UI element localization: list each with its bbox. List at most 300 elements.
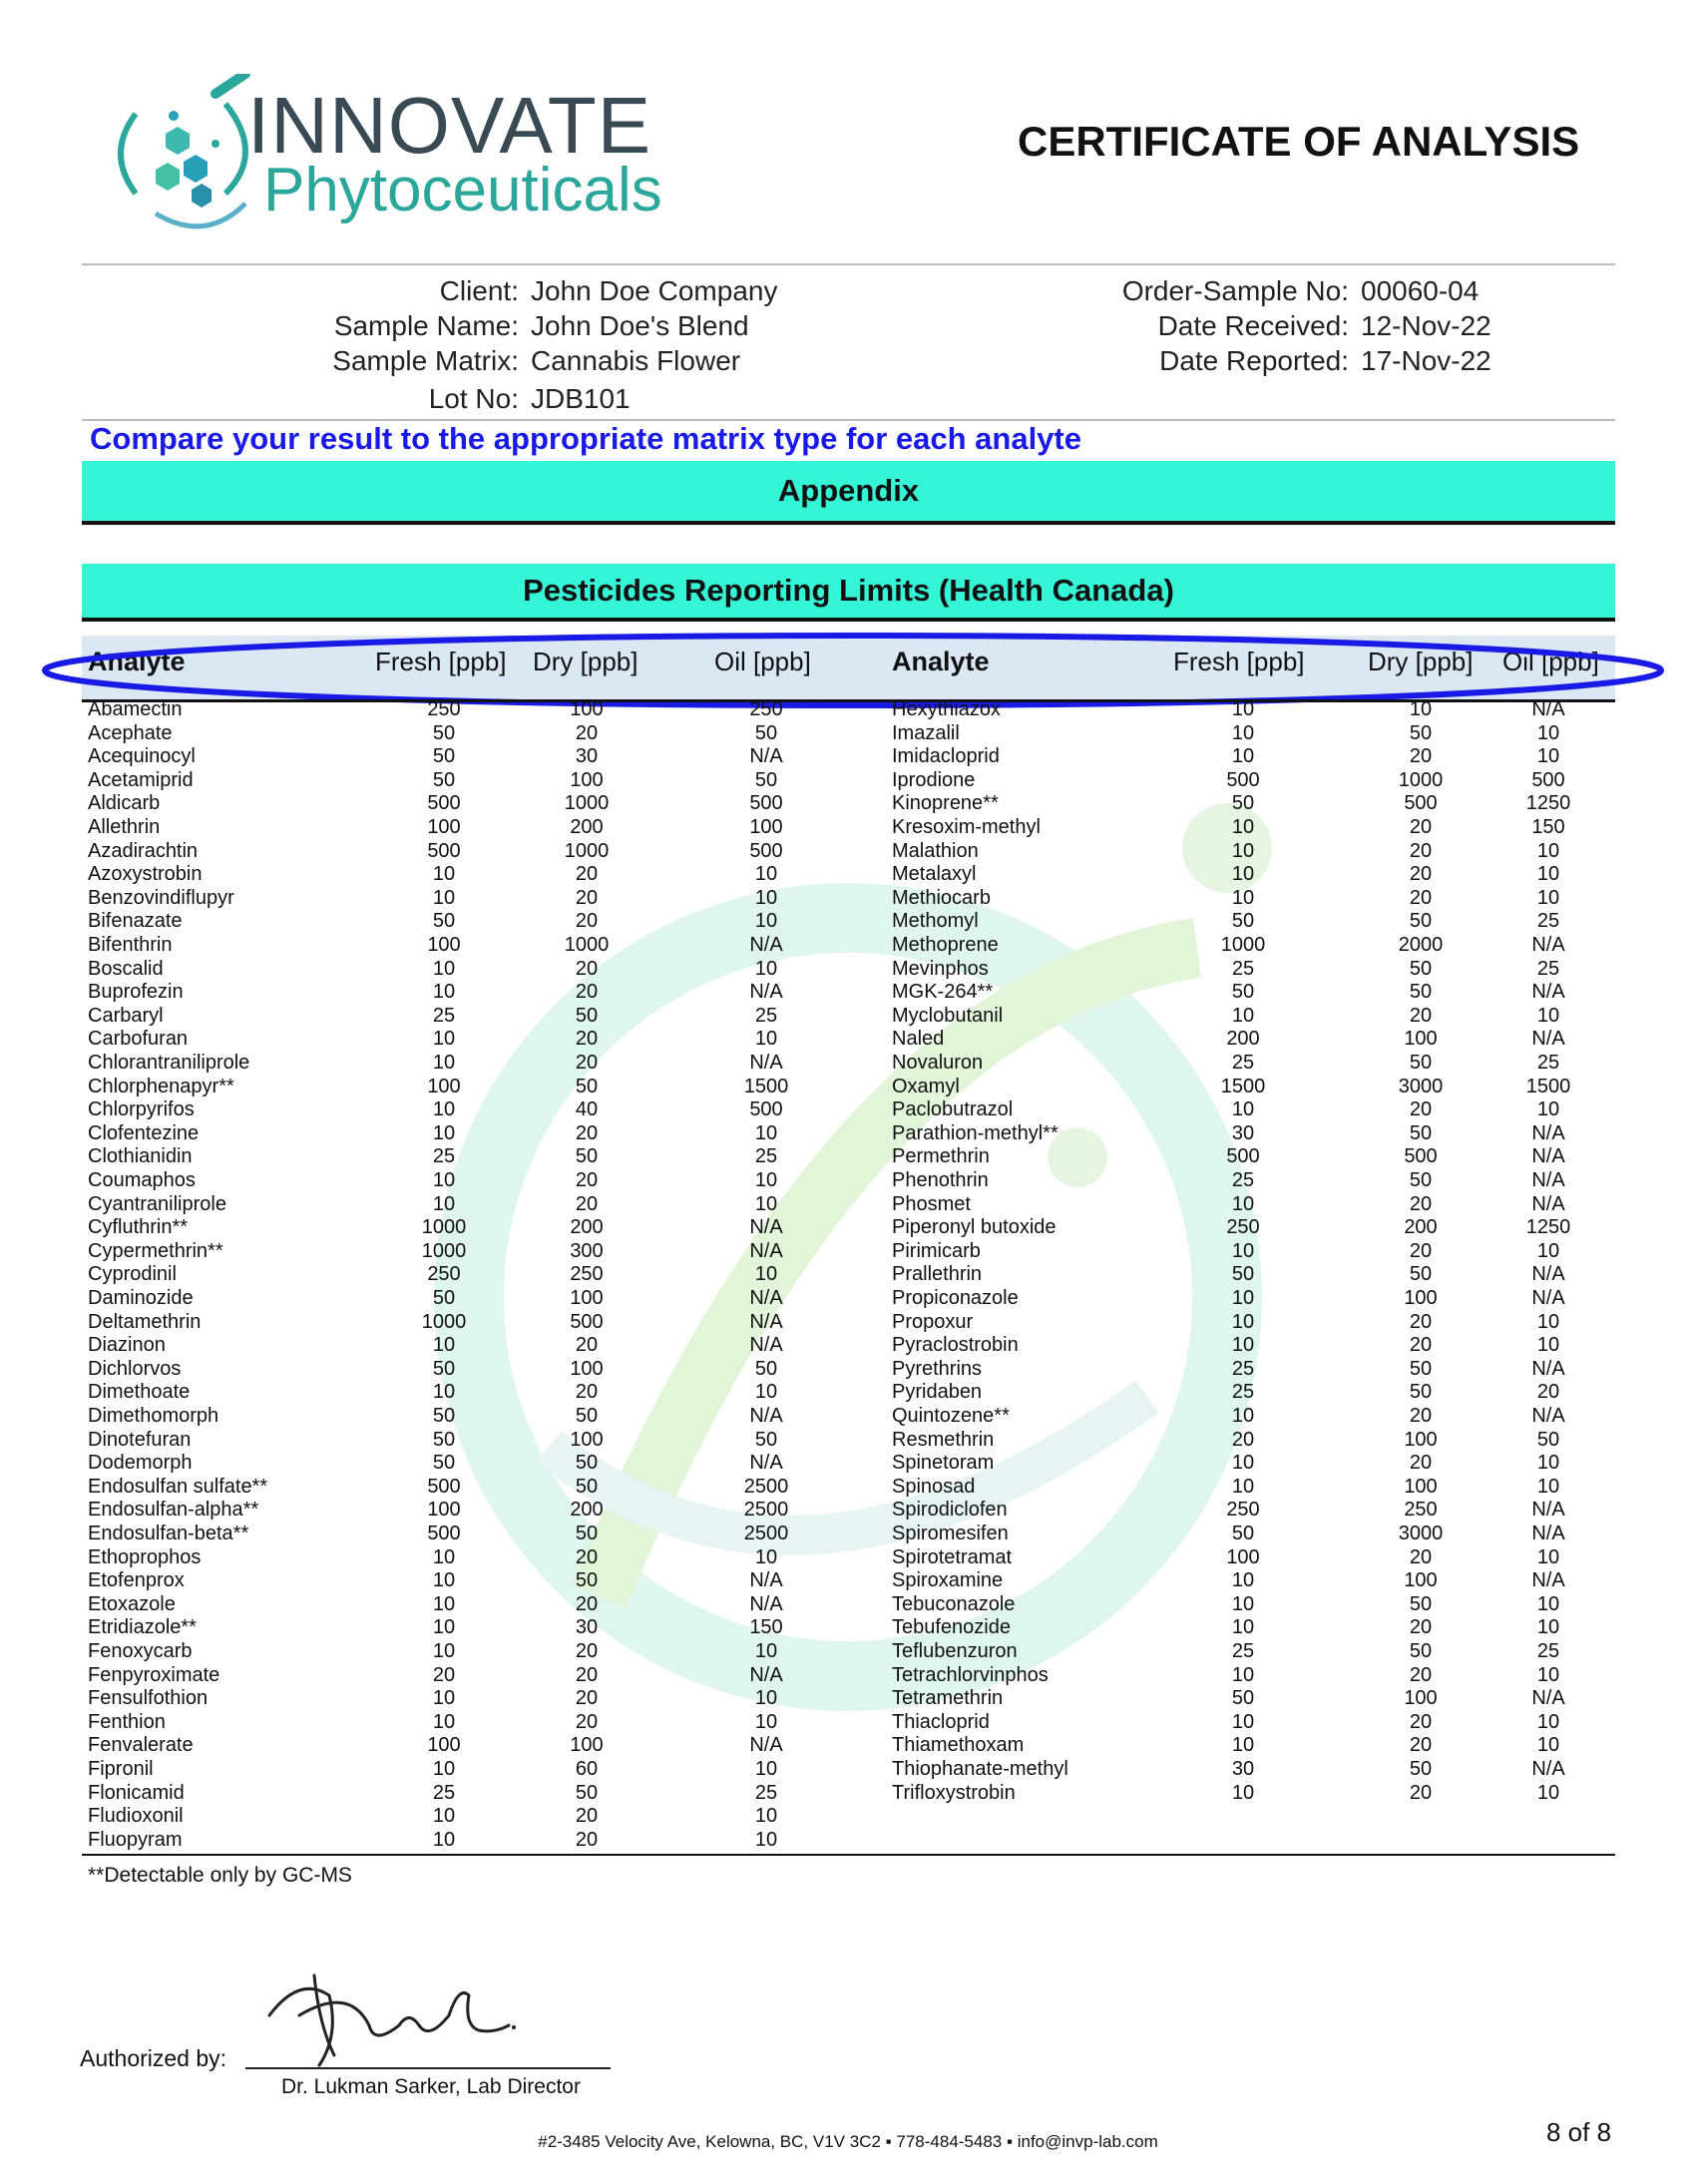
- limit-oil: 25: [1536, 1052, 1560, 1074]
- header-dry-left: Dry [ppb]: [533, 647, 638, 676]
- limit-fresh: 10: [1231, 1239, 1255, 1262]
- analyte-name: Novaluron: [892, 1052, 984, 1074]
- limit-dry: 20: [1409, 1334, 1433, 1357]
- limit-dry: 20: [1409, 1545, 1433, 1568]
- analyte-name: Tetramethrin: [892, 1687, 1004, 1710]
- analyte-name: Etofenprox: [88, 1569, 185, 1592]
- table-row: [0, 1593, 1696, 1617]
- table-row: [0, 745, 1696, 769]
- lot-no-label: Lot No:: [428, 383, 519, 414]
- limit-oil: 10: [1536, 839, 1560, 862]
- limit-dry: 100: [1404, 1475, 1438, 1498]
- limit-dry: 50: [1409, 1121, 1433, 1144]
- table-row: [0, 1169, 1696, 1193]
- limit-oil: 50: [754, 768, 778, 791]
- limit-fresh: 50: [1231, 981, 1255, 1004]
- limit-oil: 1500: [1525, 1075, 1571, 1097]
- analyte-name: Dimethoate: [88, 1381, 191, 1404]
- limit-fresh: 25: [432, 1004, 456, 1027]
- limit-oil: 150: [1531, 816, 1565, 838]
- analyte-name: Quintozene**: [892, 1405, 1010, 1427]
- analyte-name: Methomyl: [892, 910, 979, 933]
- table-row: [0, 1452, 1696, 1476]
- table-row: [0, 887, 1696, 911]
- limit-dry: 200: [570, 1499, 604, 1522]
- limit-oil: 10: [754, 910, 778, 933]
- limit-dry: 20: [575, 1710, 599, 1733]
- limit-dry: 30: [575, 745, 599, 768]
- divider: [82, 263, 1615, 265]
- limit-dry: 20: [1409, 1663, 1433, 1686]
- limit-oil: 10: [1536, 1710, 1560, 1733]
- limit-dry: 2000: [1398, 934, 1444, 956]
- limit-fresh: 10: [432, 1381, 456, 1404]
- limit-dry: 20: [575, 1169, 599, 1191]
- table-row: [0, 1145, 1696, 1169]
- analyte-name: Imidacloprid: [892, 745, 1000, 768]
- limit-fresh: 50: [432, 768, 456, 791]
- limit-dry: 250: [570, 1263, 604, 1286]
- limit-fresh: 10: [1231, 1452, 1255, 1475]
- limit-dry: 20: [575, 721, 599, 744]
- analyte-name: Flonicamid: [88, 1781, 185, 1804]
- limit-dry: 100: [570, 698, 604, 720]
- analyte-name: Phosmet: [892, 1192, 971, 1215]
- limit-dry: 60: [575, 1758, 599, 1780]
- analyte-name: Myclobutanil: [892, 1004, 1004, 1027]
- analyte-name: Resmethrin: [892, 1428, 995, 1451]
- analyte-name: Pirimicarb: [892, 1239, 981, 1262]
- divider: [82, 1854, 1615, 1856]
- limit-dry: 20: [1409, 816, 1433, 838]
- table-row: [0, 910, 1696, 934]
- limit-dry: 20: [575, 863, 599, 886]
- analyte-name: Fludioxonil: [88, 1805, 184, 1828]
- limit-dry: 500: [570, 1310, 604, 1333]
- limit-fresh: 50: [1231, 1263, 1255, 1286]
- limit-dry: 50: [1409, 1052, 1433, 1074]
- limit-oil: N/A: [749, 1663, 783, 1686]
- analyte-name: Chlorantraniliprole: [88, 1052, 250, 1074]
- limit-oil: 10: [754, 1028, 778, 1051]
- limit-fresh: 10: [432, 1687, 456, 1710]
- limit-fresh: 250: [1226, 1499, 1260, 1522]
- limit-fresh: 250: [1226, 1216, 1260, 1239]
- limit-fresh: 500: [1226, 1145, 1260, 1168]
- table-row: [0, 1664, 1696, 1688]
- analyte-name: Thiacloprid: [892, 1710, 990, 1733]
- header-oil-right: Oil [ppb]: [1502, 647, 1599, 676]
- analyte-name: Coumaphos: [88, 1169, 196, 1191]
- analyte-name: Clothianidin: [88, 1145, 193, 1168]
- analyte-name: Dimethomorph: [88, 1405, 219, 1427]
- table-row: [0, 816, 1696, 840]
- limit-dry: 40: [575, 1098, 599, 1121]
- table-row: [0, 840, 1696, 864]
- limit-oil: N/A: [1531, 1405, 1565, 1427]
- limit-fresh: 10: [432, 1028, 456, 1051]
- limit-oil: 50: [754, 721, 778, 744]
- limit-dry: 50: [1409, 957, 1433, 980]
- limit-dry: 200: [570, 1216, 604, 1239]
- table-row: [0, 1782, 1696, 1806]
- analyte-name: Spirotetramat: [892, 1545, 1013, 1568]
- analyte-name: Metalaxyl: [892, 863, 977, 886]
- document-title: CERTIFICATE OF ANALYSIS: [1018, 118, 1580, 165]
- limit-dry: 50: [1409, 1263, 1433, 1286]
- limit-oil: N/A: [749, 1734, 783, 1757]
- limit-fresh: 10: [1231, 698, 1255, 720]
- limit-dry: 3000: [1398, 1523, 1444, 1544]
- limit-fresh: 25: [1231, 1052, 1255, 1074]
- limit-fresh: 25: [1231, 957, 1255, 980]
- limit-fresh: 10: [432, 1545, 456, 1568]
- limit-dry: 500: [1404, 1145, 1438, 1168]
- limit-dry: 50: [575, 1569, 599, 1592]
- sample-name-value: John Doe's Blend: [531, 310, 749, 341]
- analyte-name: Acephate: [88, 721, 173, 744]
- limit-oil: 500: [749, 1098, 783, 1121]
- limit-oil: 10: [754, 1828, 778, 1851]
- limit-dry: 50: [1409, 721, 1433, 744]
- client-label: Client:: [439, 275, 519, 306]
- limit-oil: N/A: [749, 745, 783, 768]
- limit-oil: 10: [754, 1805, 778, 1828]
- limit-fresh: 50: [432, 1405, 456, 1427]
- limit-fresh: 10: [1231, 1734, 1255, 1757]
- analyte-name: Spirodiclofen: [892, 1499, 1008, 1522]
- limit-fresh: 10: [1231, 1004, 1255, 1027]
- limit-oil: 10: [754, 1710, 778, 1733]
- limit-dry: 20: [1409, 1616, 1433, 1639]
- limit-fresh: 50: [1231, 792, 1255, 815]
- limit-dry: 50: [575, 1145, 599, 1168]
- limit-fresh: 100: [427, 1734, 461, 1757]
- limit-dry: 1000: [564, 792, 610, 815]
- limit-oil: N/A: [749, 1052, 783, 1074]
- analyte-name: Teflubenzuron: [892, 1640, 1018, 1662]
- limit-oil: N/A: [1531, 1121, 1565, 1144]
- analyte-name: Naled: [892, 1028, 945, 1051]
- limit-oil: 25: [1536, 1640, 1560, 1662]
- limit-oil: 10: [1536, 863, 1560, 886]
- limit-dry: 10: [1409, 698, 1433, 720]
- limit-dry: 50: [1409, 1758, 1433, 1780]
- limit-dry: 20: [575, 1334, 599, 1357]
- limit-oil: 1250: [1525, 1216, 1571, 1239]
- limit-oil: 10: [1536, 1781, 1560, 1804]
- limit-oil: 500: [749, 839, 783, 862]
- limit-dry: 20: [1409, 1192, 1433, 1215]
- limit-oil: 10: [754, 1640, 778, 1662]
- limit-oil: 500: [1531, 768, 1565, 791]
- analyte-name: Tebufenozide: [892, 1616, 1011, 1639]
- table-row: [0, 1546, 1696, 1570]
- limit-fresh: 10: [432, 1710, 456, 1733]
- analyte-name: Buprofezin: [88, 981, 184, 1004]
- table-row: [0, 1499, 1696, 1523]
- table-row: [0, 1358, 1696, 1382]
- analyte-name: Oxamyl: [892, 1075, 960, 1097]
- table-row: [0, 1616, 1696, 1640]
- table-row: [0, 1028, 1696, 1052]
- lab-director: Dr. Lukman Sarker, Lab Director: [281, 2075, 581, 2098]
- limit-oil: 10: [1536, 745, 1560, 768]
- limit-dry: 20: [575, 981, 599, 1004]
- limit-oil: N/A: [749, 1239, 783, 1262]
- limit-oil: N/A: [1531, 698, 1565, 720]
- analyte-name: Dinotefuran: [88, 1428, 192, 1451]
- limit-fresh: 100: [427, 816, 461, 838]
- limit-dry: 50: [575, 1405, 599, 1427]
- limit-fresh: 250: [427, 1263, 461, 1286]
- limit-fresh: 25: [1231, 1640, 1255, 1662]
- limit-oil: 150: [749, 1616, 783, 1639]
- limit-dry: 20: [1409, 1239, 1433, 1262]
- table-row: [0, 1052, 1696, 1076]
- analyte-name: Spiroxamine: [892, 1569, 1004, 1592]
- analyte-name: Endosulfan-alpha**: [88, 1499, 259, 1522]
- analyte-name: Spinetoram: [892, 1452, 995, 1475]
- authorized-label: Authorized by:: [80, 2045, 227, 2071]
- limit-fresh: 50: [1231, 1523, 1255, 1544]
- table-row: [0, 1429, 1696, 1453]
- analyte-name: Fluopyram: [88, 1828, 183, 1851]
- limit-oil: N/A: [1531, 1263, 1565, 1286]
- limit-fresh: 10: [1231, 1098, 1255, 1121]
- analyte-name: Endosulfan-beta**: [88, 1523, 249, 1544]
- limit-oil: N/A: [1531, 1357, 1565, 1380]
- limit-oil: N/A: [1531, 1287, 1565, 1309]
- analyte-name: Hexythiazox: [892, 698, 1001, 720]
- limit-dry: 20: [575, 1052, 599, 1074]
- date-reported-label: Date Reported:: [1159, 345, 1349, 376]
- limit-fresh: 1500: [1220, 1075, 1266, 1097]
- date-reported-value: 17-Nov-22: [1361, 345, 1491, 376]
- table-row: [0, 1758, 1696, 1782]
- limit-fresh: 1000: [1220, 934, 1266, 956]
- analyte-name: Abamectin: [88, 698, 183, 720]
- divider: [82, 521, 1615, 525]
- limit-fresh: 50: [432, 1452, 456, 1475]
- table-row: [0, 1334, 1696, 1358]
- limit-oil: 50: [754, 1357, 778, 1380]
- limit-dry: 20: [1409, 1710, 1433, 1733]
- analyte-name: Spinosad: [892, 1475, 976, 1498]
- analyte-name: Diazinon: [88, 1334, 166, 1357]
- limit-oil: 250: [749, 698, 783, 720]
- limit-fresh: 200: [1226, 1028, 1260, 1051]
- limit-fresh: 10: [1231, 1663, 1255, 1686]
- limit-oil: N/A: [749, 1334, 783, 1357]
- limit-fresh: 500: [427, 792, 461, 815]
- limit-dry: 20: [575, 1828, 599, 1851]
- analyte-name: Benzovindiflupyr: [88, 886, 234, 909]
- limit-oil: N/A: [1531, 981, 1565, 1004]
- analyte-name: Bifenthrin: [88, 934, 173, 956]
- limit-dry: 100: [570, 1428, 604, 1451]
- table-row: [0, 1640, 1696, 1664]
- analyte-name: Propiconazole: [892, 1287, 1019, 1309]
- analyte-name: Bifenazate: [88, 910, 183, 933]
- table-row: [0, 722, 1696, 746]
- limit-oil: N/A: [749, 1287, 783, 1309]
- limit-fresh: 1000: [421, 1216, 467, 1239]
- header-oil-left: Oil [ppb]: [714, 647, 811, 676]
- limit-fresh: 50: [432, 721, 456, 744]
- limit-oil: 10: [1536, 1616, 1560, 1639]
- limit-dry: 50: [1409, 1381, 1433, 1404]
- analyte-name: Aldicarb: [88, 792, 161, 815]
- limit-dry: 50: [575, 1075, 599, 1097]
- limit-dry: 50: [1409, 1592, 1433, 1615]
- table-row: [0, 1381, 1696, 1405]
- limit-fresh: 30: [1231, 1758, 1255, 1780]
- analyte-name: Thiamethoxam: [892, 1734, 1025, 1757]
- limit-oil: 10: [1536, 1334, 1560, 1357]
- limit-oil: N/A: [1531, 1569, 1565, 1592]
- limit-fresh: 20: [1231, 1428, 1255, 1451]
- limit-fresh: 10: [432, 1758, 456, 1780]
- analyte-name: Imazalil: [892, 721, 960, 744]
- analyte-name: Spiromesifen: [892, 1523, 1009, 1544]
- table-row: [0, 1829, 1696, 1853]
- limit-dry: 50: [1409, 910, 1433, 933]
- analyte-name: Acequinocyl: [88, 745, 196, 768]
- analyte-name: Malathion: [892, 839, 979, 862]
- analyte-name: Tebuconazole: [892, 1592, 1016, 1615]
- analyte-name: Methiocarb: [892, 886, 991, 909]
- limit-oil: 10: [754, 1169, 778, 1191]
- header-fresh-left: Fresh [ppb]: [375, 647, 507, 676]
- analyte-name: Pyrethrins: [892, 1357, 983, 1380]
- analyte-name: Fenthion: [88, 1710, 166, 1733]
- limit-oil: 2500: [743, 1499, 789, 1522]
- limit-fresh: 10: [432, 1098, 456, 1121]
- header-analyte-left: Analyte: [88, 647, 186, 676]
- sample-name-label: Sample Name:: [333, 310, 519, 341]
- limit-fresh: 10: [1231, 839, 1255, 862]
- table-row: [0, 1476, 1696, 1500]
- table-row: [0, 1287, 1696, 1311]
- limit-fresh: 50: [432, 1287, 456, 1309]
- limit-oil: N/A: [1531, 1145, 1565, 1168]
- limit-fresh: 10: [1231, 745, 1255, 768]
- limit-oil: 25: [1536, 957, 1560, 980]
- limit-dry: 100: [1404, 1287, 1438, 1309]
- order-sample-label: Order-Sample No:: [1121, 275, 1349, 306]
- limit-oil: 10: [1536, 1004, 1560, 1027]
- table-row: [0, 1569, 1696, 1593]
- limit-dry: 100: [570, 1287, 604, 1309]
- table-row: [0, 1216, 1696, 1240]
- limit-oil: 10: [1536, 1452, 1560, 1475]
- date-received-value: 12-Nov-22: [1361, 310, 1491, 341]
- table-row: [0, 1523, 1696, 1546]
- limit-dry: 50: [575, 1781, 599, 1804]
- limit-fresh: 10: [432, 1052, 456, 1074]
- analyte-name: Mevinphos: [892, 957, 989, 980]
- client-value: John Doe Company: [531, 275, 778, 306]
- limit-dry: 100: [570, 1357, 604, 1380]
- limit-dry: 20: [575, 1381, 599, 1404]
- limit-fresh: 50: [432, 1428, 456, 1451]
- limit-fresh: 50: [432, 910, 456, 933]
- analyte-name: Iprodione: [892, 768, 976, 791]
- table-title: Pesticides Reporting Limits (Health Canada): [82, 564, 1615, 618]
- limit-oil: 2500: [743, 1523, 789, 1544]
- limit-oil: N/A: [1531, 1687, 1565, 1710]
- limit-dry: 1000: [1398, 768, 1444, 791]
- analyte-name: Chlorphenapyr**: [88, 1075, 234, 1097]
- analyte-name: Azadirachtin: [88, 839, 199, 862]
- analyte-name: Etoxazole: [88, 1592, 176, 1615]
- limit-fresh: 10: [1231, 1569, 1255, 1592]
- limit-dry: 50: [1409, 1357, 1433, 1380]
- limit-fresh: 10: [432, 1334, 456, 1357]
- limit-fresh: 10: [432, 1805, 456, 1828]
- analyte-name: Deltamethrin: [88, 1310, 202, 1333]
- limit-oil: 10: [1536, 1239, 1560, 1262]
- limit-fresh: 25: [432, 1145, 456, 1168]
- analyte-name: Parathion-methyl**: [892, 1121, 1059, 1144]
- limit-oil: 10: [754, 863, 778, 886]
- limit-oil: 10: [754, 1687, 778, 1710]
- limit-dry: 20: [1409, 745, 1433, 768]
- limit-dry: 100: [570, 768, 604, 791]
- table-row: [0, 1076, 1696, 1099]
- limit-dry: 200: [570, 816, 604, 838]
- analyte-name: Cypermethrin**: [88, 1239, 223, 1262]
- limit-oil: N/A: [749, 1310, 783, 1333]
- limit-oil: 10: [754, 1263, 778, 1286]
- table-row: [0, 769, 1696, 793]
- header-analyte-right: Analyte: [892, 647, 990, 676]
- limit-fresh: 10: [1231, 1592, 1255, 1615]
- analyte-name: Pyridaben: [892, 1381, 983, 1404]
- limit-fresh: 500: [427, 839, 461, 862]
- limit-dry: 1000: [564, 839, 610, 862]
- analyte-name: Chlorpyrifos: [88, 1098, 195, 1121]
- limit-dry: 20: [1409, 1781, 1433, 1804]
- limit-oil: 2500: [743, 1475, 789, 1498]
- limit-dry: 20: [575, 910, 599, 933]
- table-row: [0, 698, 1696, 722]
- limit-oil: 20: [1536, 1381, 1560, 1404]
- limit-oil: N/A: [749, 1405, 783, 1427]
- limit-oil: 10: [754, 1545, 778, 1568]
- footnote: **Detectable only by GC-MS: [88, 1864, 352, 1887]
- limit-dry: 20: [1409, 1405, 1433, 1427]
- limit-fresh: 10: [432, 1616, 456, 1639]
- limit-fresh: 10: [432, 1592, 456, 1615]
- table-row: [0, 1805, 1696, 1829]
- table-row: [0, 958, 1696, 982]
- limit-fresh: 25: [1231, 1169, 1255, 1191]
- limit-dry: 250: [1404, 1499, 1438, 1522]
- analyte-name: Kresoxim-methyl: [892, 816, 1041, 838]
- limit-dry: 20: [575, 1640, 599, 1662]
- limit-oil: 10: [1536, 1592, 1560, 1615]
- limit-dry: 20: [575, 1545, 599, 1568]
- limit-dry: 20: [575, 1192, 599, 1215]
- limit-fresh: 10: [432, 1640, 456, 1662]
- limit-dry: 3000: [1398, 1075, 1444, 1097]
- table-row: [0, 1240, 1696, 1264]
- limit-dry: 20: [575, 1663, 599, 1686]
- table-row: [0, 1405, 1696, 1429]
- limit-fresh: 10: [432, 1169, 456, 1191]
